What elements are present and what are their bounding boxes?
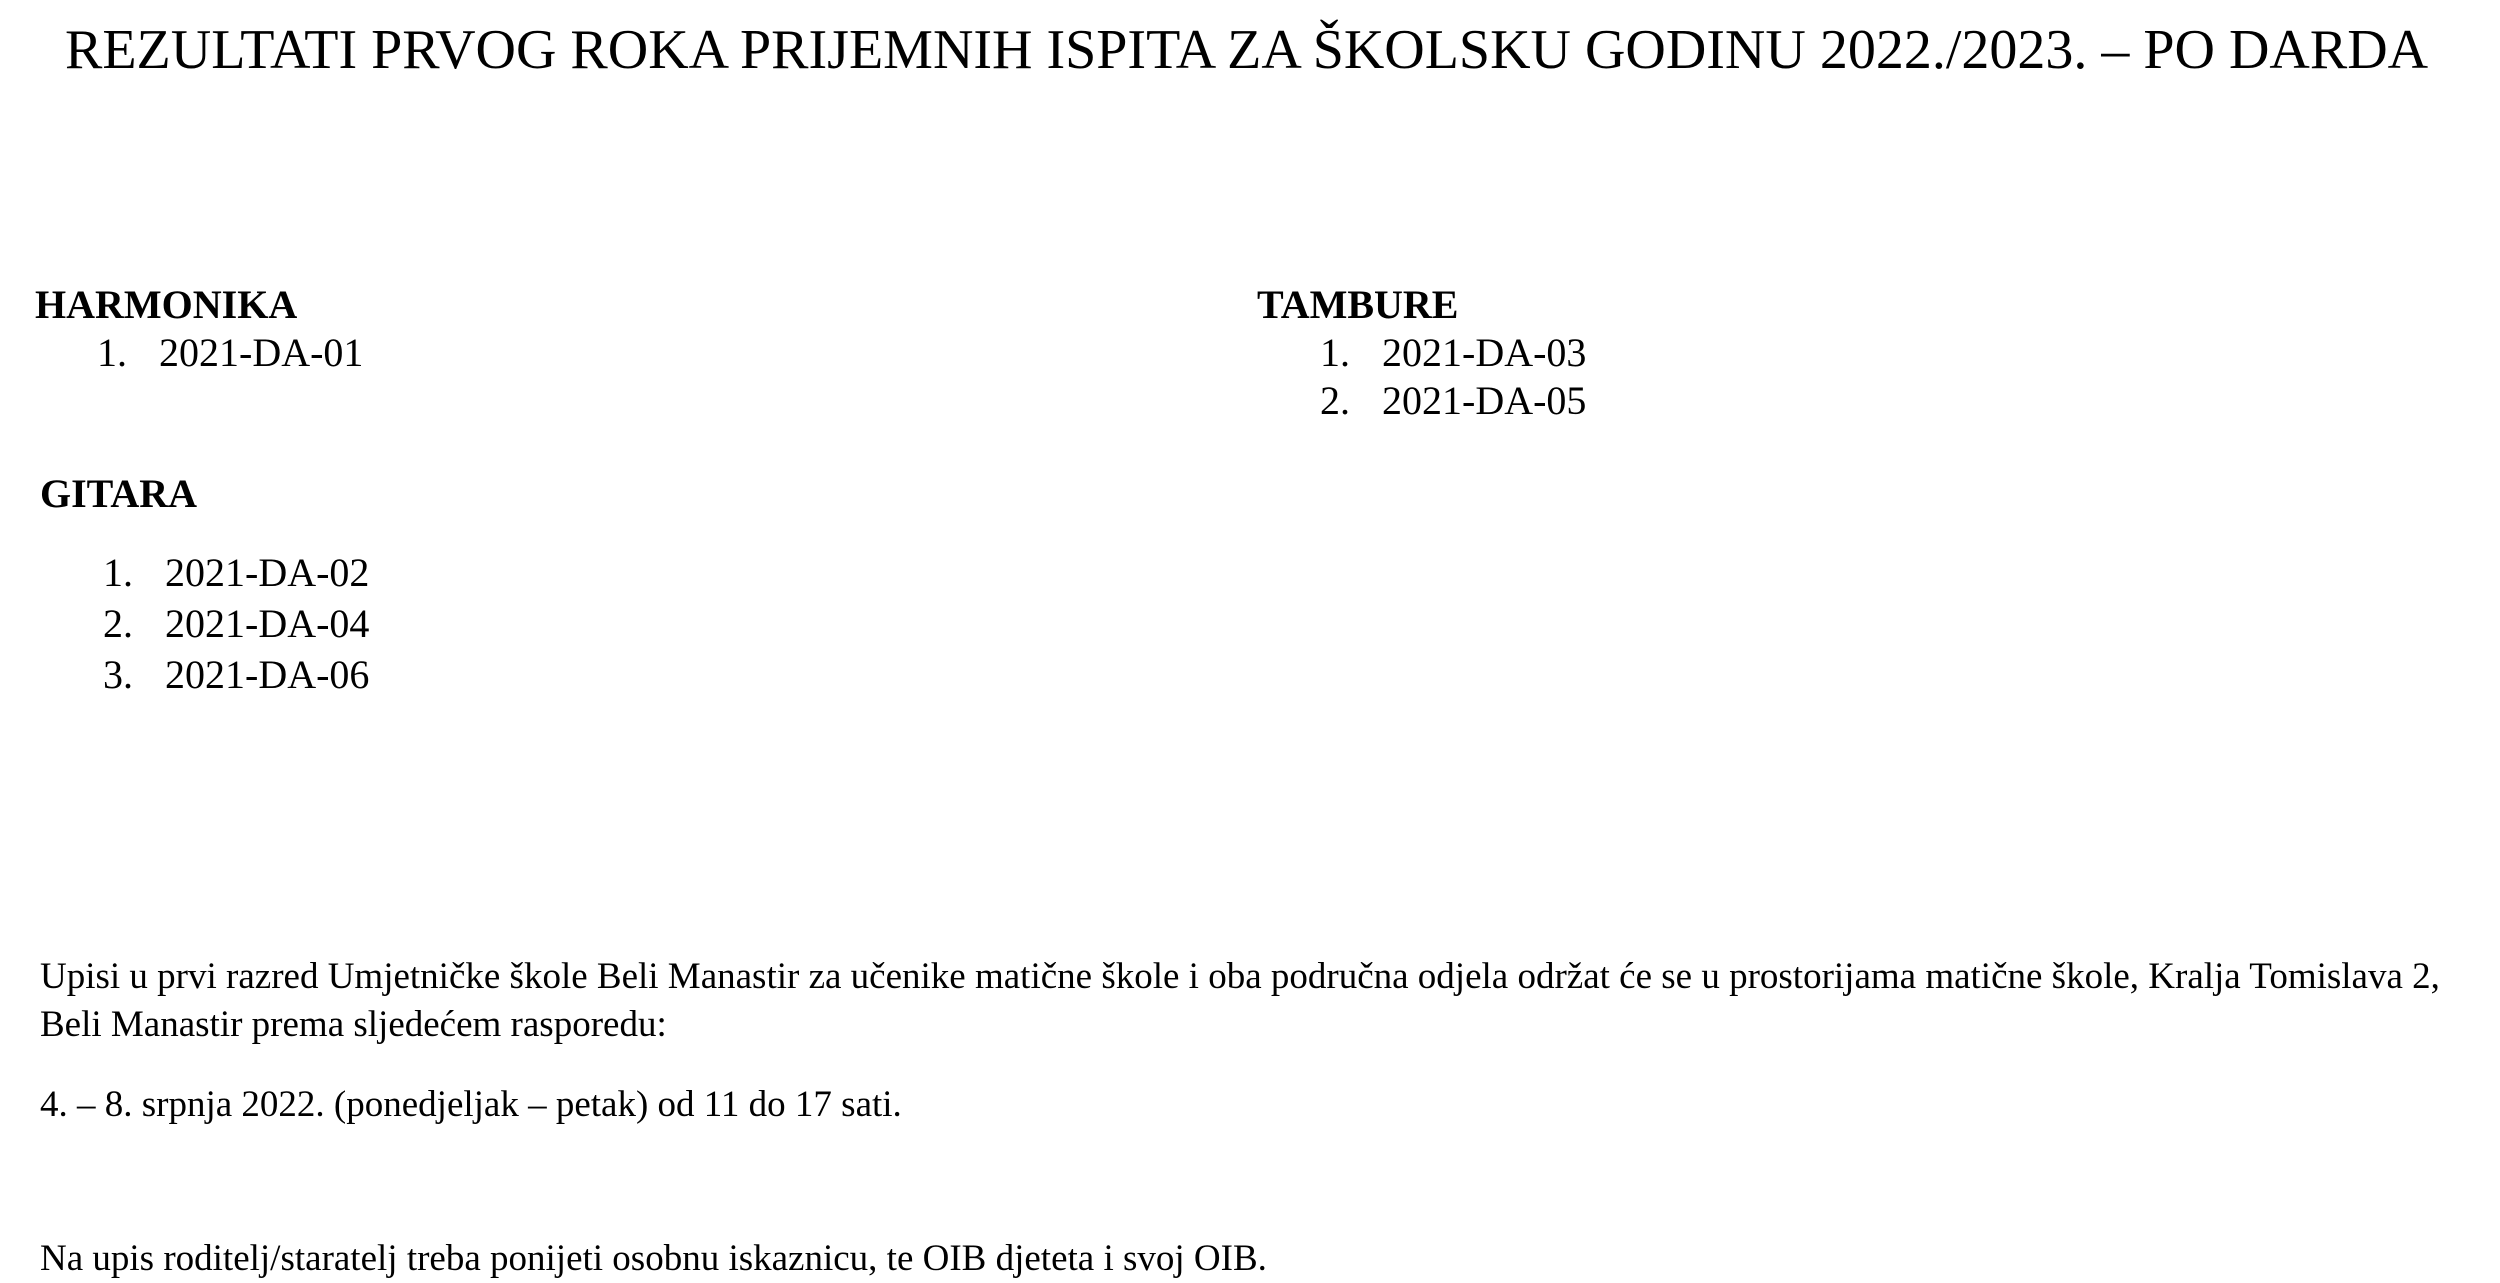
list-item-number: 3. xyxy=(103,652,133,697)
section-heading-tambure: TAMBURE xyxy=(1257,282,1459,327)
section-heading-harmonika: HARMONIKA xyxy=(35,282,298,327)
list-item xyxy=(103,601,369,647)
list-item-number: 1. xyxy=(103,550,133,595)
documents-paragraph: Na upis roditelj/staratelj treba ponijeti osobnu iskaznicu, te OIB djeteta i svoj OIB. xyxy=(40,1238,1267,1279)
list-item-number: 2. xyxy=(1320,378,1350,423)
schedule-paragraph: 4. – 8. srpnja 2022. (ponedjeljak – petak) od 11 do 17 sati. xyxy=(40,1084,902,1125)
list-item-code: 2021-DA-04 xyxy=(165,601,370,646)
enrollment-paragraph: Upisi u prvi razred Umjetničke škole Beli Manastir za učenike matične škole i oba područna odjela održat će se u prostorijama matične škole, Kralja Tomislava 2, Beli Manastir prema sljedećem rasporedu: xyxy=(40,956,2440,1045)
list-item xyxy=(103,652,369,698)
list-item-number: 1. xyxy=(1320,330,1350,375)
list-item-number: 2. xyxy=(103,601,133,646)
list-item xyxy=(1320,330,1586,376)
section-heading-gitara: GITARA xyxy=(40,471,198,516)
list-item xyxy=(97,330,363,376)
page-title: REZULTATI PRVOG ROKA PRIJEMNIH ISPITA ZA ŠKOLSKU GODINU 2022./2023. – PO DARDA xyxy=(65,19,2429,81)
list-item-number: 1. xyxy=(97,330,127,375)
list-item xyxy=(103,550,369,596)
list-item-code: 2021-DA-06 xyxy=(165,652,370,697)
list-item-code: 2021-DA-03 xyxy=(1382,330,1587,375)
list-item-code: 2021-DA-05 xyxy=(1382,378,1587,423)
list-item-code: 2021-DA-01 xyxy=(159,330,364,375)
list-item-code: 2021-DA-02 xyxy=(165,550,370,595)
list-item xyxy=(1320,378,1586,424)
